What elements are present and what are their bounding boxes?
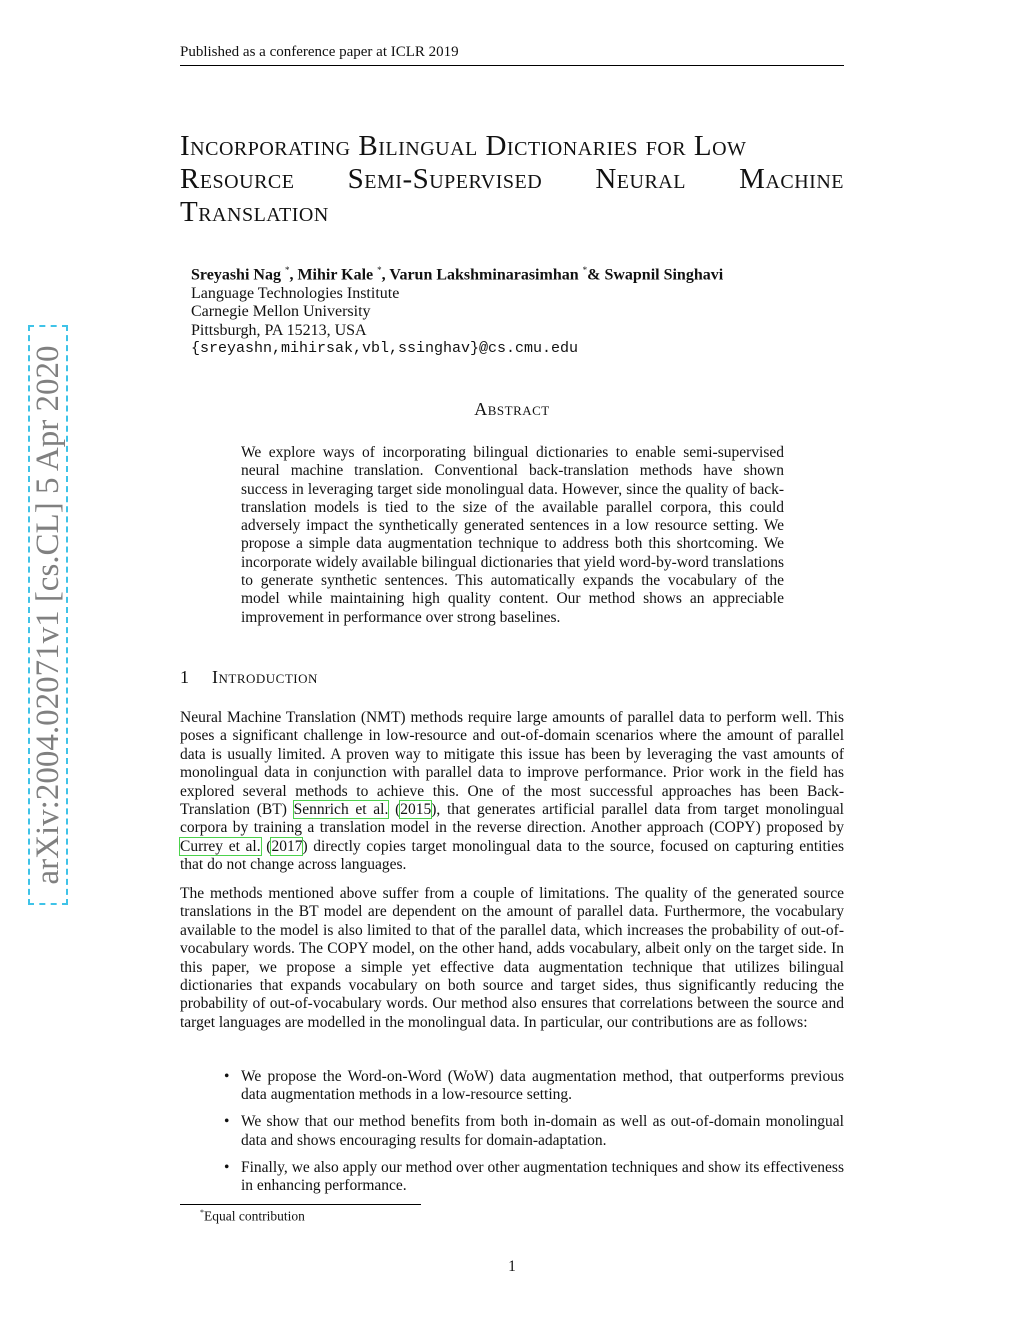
citation-year-link[interactable]: 2017 (271, 837, 303, 855)
section-title: Introduction (212, 667, 318, 687)
author-names: Sreyashi Nag *, Mihir Kale *, Varun Lakshminarasimhan *& Swapnil Singhavi (191, 265, 724, 284)
running-header: Published as a conference paper at ICLR 2019 (180, 44, 459, 60)
title-line-2: Resource Semi-Supervised Neural Machine (180, 163, 844, 195)
abstract-text: We explore ways of incorporating bilingual dictionaries to enable semi-supervised neural machine translation. Conventional back-translation methods have shown success in leveraging target side monolingual data. However, since the quality of back-translation models is tied to the size of the available parallel corpora, this could adversely impact the synthetically generated sentences in a low resource setting. We propose a simple data augmentation technique to address both this shortcoming. We incorporate widely available bilingual dictionaries that yield word-by-word translations to generate synthetic sentences. This automatically expands the vocabulary of the model while maintaining high quality content. Our method shows an appreciable improvement in performance over strong baselines. (241, 444, 784, 626)
header-rule (180, 65, 844, 66)
page-number: 1 (508, 1258, 516, 1275)
author-2: Mihir Kale (297, 266, 374, 284)
author-4: Swapnil Singhavi (604, 266, 724, 284)
section-number: 1 (180, 667, 190, 687)
footnote: *Equal contribution (200, 1208, 305, 1224)
citation-link[interactable]: Currey et al. (180, 837, 261, 855)
bullet-icon: • (224, 1068, 230, 1085)
equal-contribution-mark: * (284, 265, 290, 275)
university: Carnegie Mellon University (191, 303, 371, 321)
section-heading (180, 667, 844, 688)
bullet-icon: • (224, 1158, 230, 1176)
author-3: Varun Lakshminarasimhan (389, 266, 579, 284)
paper-title (180, 130, 844, 229)
title-line-3: Translation (180, 196, 329, 228)
affiliation: Language Technologies Institute (191, 284, 400, 302)
bullet-icon: • (224, 1113, 230, 1131)
intro-paragraph-2: The methods mentioned above suffer from a couple of limitations. The quality of the generated source translations in the BT model are dependent on the amount of parallel data. Furthermore, the vocabulary available to the model is also limited to that of the parallel data, which increases the probability of out-of-vocabulary words. The COPY model, on the other hand, adds vocabulary, albeit only on the target side. In this paper, we propose a simple yet effective data augmentation technique that utilizes bilingual dictionaries that expands vocabulary on both source and target sides, thus significantly reducing the probability of out-of-vocabulary words. Our method also ensures that correlations between the source and target languages are modelled in the monolingual data. In particular, our contributions are as follows: (180, 885, 844, 1031)
list-item: • Finally, we also apply our method over other augmentation techniques and show its effectiveness in enhancing performance. (224, 1158, 844, 1195)
author-email: {sreyashn,mihirsak,vbl,ssinghav}@cs.cmu.edu (191, 340, 579, 358)
author-1: Sreyashi Nag (191, 266, 281, 284)
title-line-1: Incorporating Bilingual Dictionaries for Low (180, 130, 747, 162)
equal-contribution-mark: * (582, 265, 588, 275)
contributions-list (180, 1068, 844, 1204)
abstract-heading: Abstract (474, 399, 550, 419)
author-block (191, 261, 831, 359)
arxiv-stamp[interactable]: arXiv:2004.02071v1 [cs.CL] 5 Apr 2020 (28, 325, 68, 905)
footnote-rule (180, 1204, 421, 1205)
equal-contribution-mark: * (377, 265, 382, 275)
city: Pittsburgh, PA 15213, USA (191, 321, 367, 339)
citation-year-link[interactable]: 2015 (400, 801, 432, 819)
intro-paragraph-1: Neural Machine Translation (NMT) methods require large amounts of parallel data to perform well. This poses a significant challenge in low-resource and out-of-domain scenarios where the amount of parallel data is usually limited. A proven way to mitigate this issue has been by leveraging the vast amounts of monolingual data in conjunction with parallel data to improve performance. Prior work in the field has explored several methods to achieve this. One of the most successful approaches has been Back-Translation (BT) Sennrich et al. (2015), that generates artificial parallel data from target monolingual corpora by training a translation model in the reverse direction. Another approach (COPY) proposed by Currey et al. (2017) directly copies target monolingual data to the source, focused on capturing entities that do not change across languages. (180, 709, 844, 874)
list-item: • We show that our method benefits from both in-domain as well as out-of-domain monolingual data and shows encouraging results for domain-adaptation. (224, 1113, 844, 1149)
footnote-mark: * (200, 1208, 204, 1217)
citation-link[interactable]: Sennrich et al. (293, 801, 389, 819)
list-item: • We propose the Word-on-Word (WoW) data augmentation method, that outperforms previous data augmentation methods in a low-resource setting. (224, 1068, 844, 1104)
